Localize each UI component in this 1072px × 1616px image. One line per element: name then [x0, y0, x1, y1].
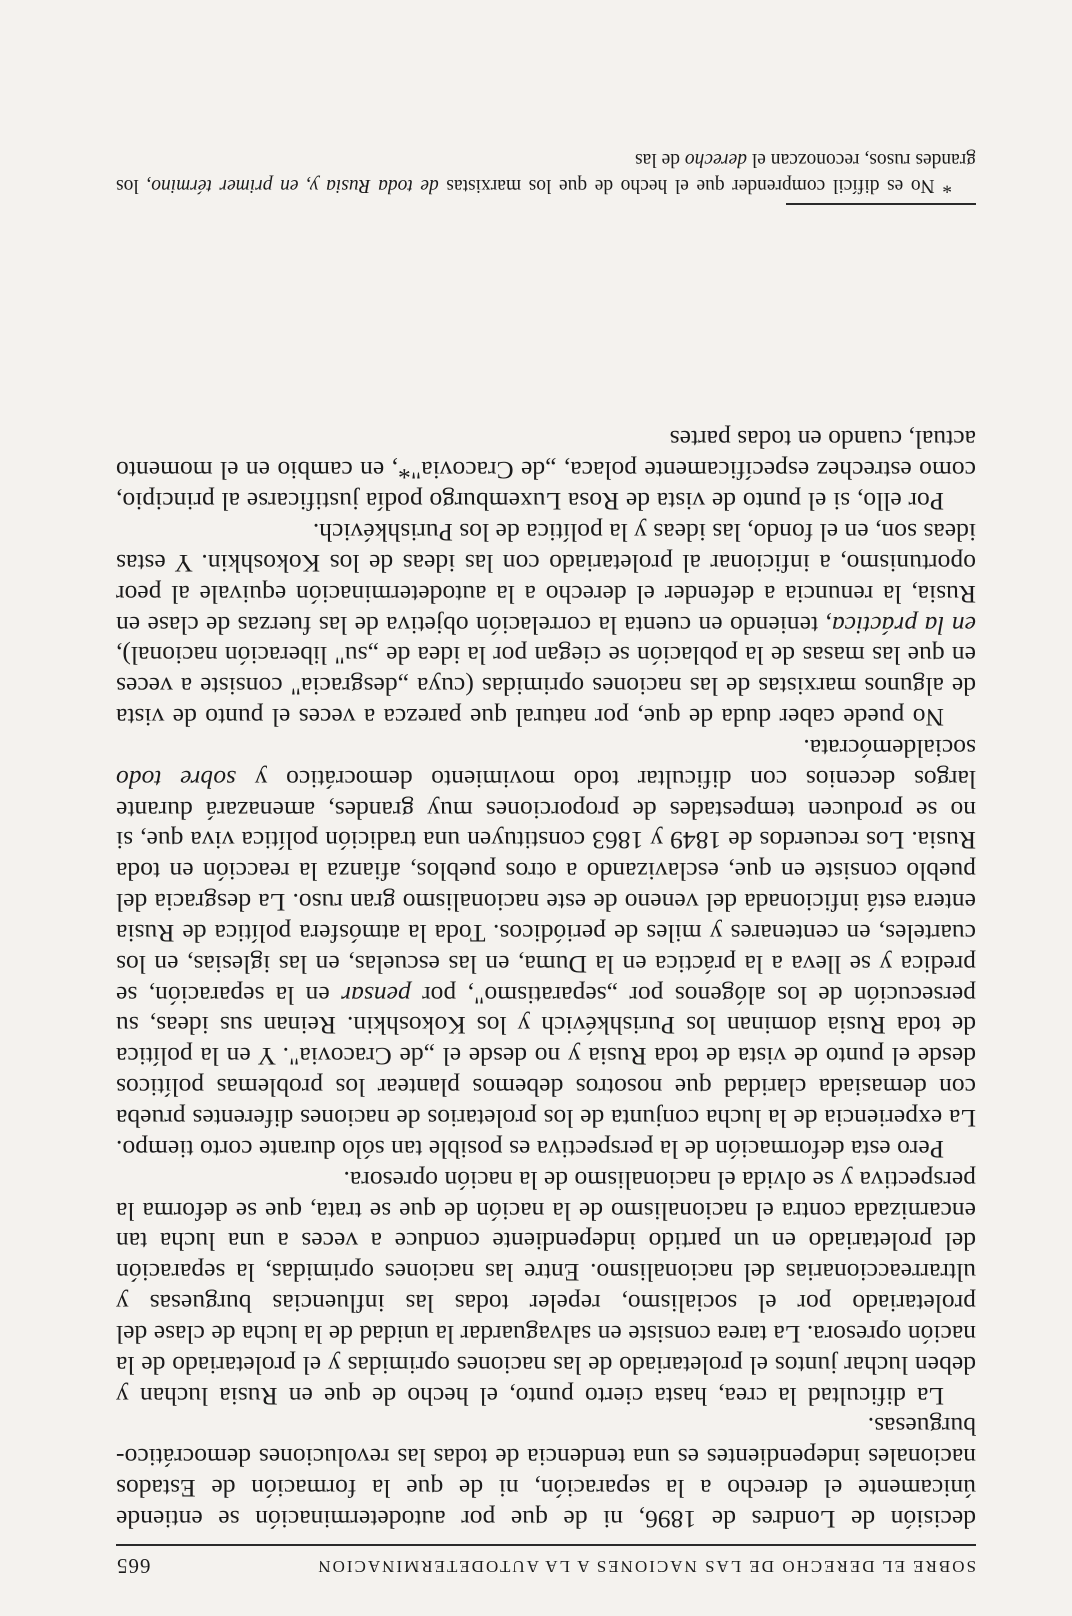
- running-title: SOBRE EL DERECHO DE LAS NACIONES A LA AUTODETERMINACION: [316, 1557, 976, 1576]
- running-header: [116, 1544, 976, 1580]
- text-run: No puede caber duda de que, por natural que parezca a veces el punto de vista de algunos marxistas de las naciones oprimidas (cuya „desgracia" consiste a veces en que las masas de la población se ciegan por la idea de „su" liberación nacional),: [116, 641, 976, 733]
- paragraph: [116, 732, 976, 1164]
- paragraph: [116, 516, 976, 732]
- italic-text: de toda Rusia y, en primer término,: [146, 175, 439, 196]
- paragraph: [116, 424, 976, 517]
- text-run: La dificultad la crea, hasta cierto punto, el hecho de que en Rusia luchan y deben luchar juntos el proletariado de las naciones oprimidas y el proletariado de la nación opresora. La tarea consiste en salvaguardar la unidad de la lucha de clase del proletariado por el socialismo, repeler todas las influencias burguesas y ultrarreaccionarias del nacionalismo. Entre las naciones oprimidas, la separación del proletariado en un partido independiente conduce a veces a una lucha tan encarnizada contra el nacionalismo de la nación de que se trata, que se deforma la perspectiva y se olvida el nacionalismo de la nación opresora.: [116, 1165, 976, 1411]
- text-run: los grandes rusos, reconozcan el: [115, 149, 976, 196]
- italic-text: en la práctica,: [825, 610, 976, 640]
- page-number: 665: [116, 1554, 151, 1578]
- body-text: [116, 424, 976, 1534]
- text-run: socialdemócrata.: [803, 733, 976, 763]
- text-run: Pero esta deformación de la perspectiva es posible tan sólo durante corto tiempo. La experiencia de la lucha conjunta de los proletarios de naciones diferentes prueba con demasiada claridad que nosotros debemos plantear los problemas políticos desde el punto de vista de toda Rusia y no desde el „de Cracovia". Y en la política de toda Rusia dominan los Purishkévich y los Kokoshkin. Reinan sus ideas, su persecución de los alógenos por „separatismo", por: [116, 980, 976, 1164]
- footnote-text: [116, 146, 976, 198]
- footnote: [116, 146, 976, 198]
- text-run: Por ello, si el punto de vista de Rosa Luxemburgo podía justificarse al principio, como estrechez específicamente polaca, „de Cracovia"*, en cambio en el momento actual, cuando en todas partes: [116, 425, 976, 517]
- text-run: de las: [635, 149, 685, 170]
- text-run: teniendo en cuenta la correlación objetiva de las fuerzas de clase en Rusia, la renuncia a defender el derecho a la autodeterminación equivale al peor oportunismo, a inficionar al proletariado con las ideas de los Kokoshkin. Y estas ideas son, en el fondo, las ideas y la política de los Purishkévich.: [116, 518, 976, 640]
- text-run: decisión de Londres de 1896, ni de que por autodeterminación se entiende únicamente el derecho a la separación, ni de que la formación de Estados nacionales independientes es una tendencia de todas las revoluciones democrático-burguesas.: [116, 1412, 976, 1534]
- italic-text: derecho: [684, 149, 747, 170]
- paragraph: [116, 1411, 976, 1534]
- text-run: * No es difícil comprender que el hecho de que los marxistas: [438, 175, 952, 196]
- text-run: en la separación, se predica y se lleva a la práctica en la Duma, en las escuelas, en las iglesias, en los cuarteles, en centenares y miles de periódicos. Toda la atmósfera política de Rusia entera está inficionada del veneno de este nacionalismo gran ruso. La desgracia del pueblo consiste en que, esclavizando a otros pueblos, afianza la reacción en toda Rusia. Los recuerdos de 1849 y 1863 constituyen una tradición política viva que, si no se producen tempestades de proporciones muy grandes, amenazará durante largos decenios con dificultar todo movimiento democrático y: [116, 764, 976, 1010]
- paragraph: [116, 1164, 976, 1411]
- italic-text: pensar: [341, 980, 411, 1010]
- italic-text: sobre todo: [116, 764, 237, 794]
- footnote-rule: [786, 203, 976, 205]
